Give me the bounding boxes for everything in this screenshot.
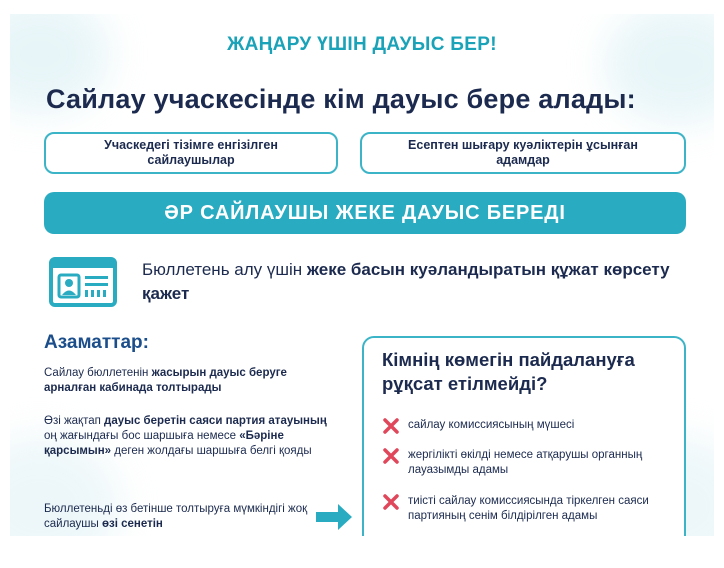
id-card-icon bbox=[48, 254, 118, 310]
voter-type-listed: Учаскедегі тізімге енгізілген сайлаушылар bbox=[44, 132, 338, 174]
personal-vote-banner: ӘР САЙЛАУШЫ ЖЕКЕ ДАУЫС БЕРЕДІ bbox=[44, 192, 686, 234]
voter-type-certificate: Есептен шығару куәліктерін ұсынған адамдар bbox=[360, 132, 686, 174]
poster bbox=[10, 14, 714, 536]
arrow-right-icon bbox=[314, 502, 354, 532]
citizens-title: Азаматтар: bbox=[44, 332, 149, 353]
restricted-helpers-card bbox=[362, 336, 686, 536]
citizens-paragraph: Өзі жақтап дауыс беретін саяси партия атауының оң жағындағы бос шаршыға немесе «Бәріне қарсымын» деген жолдағы шаршыға белгі қояды bbox=[44, 415, 327, 457]
restricted-item: сайлау комиссиясының мүшесі bbox=[382, 418, 672, 435]
cross-icon bbox=[382, 417, 400, 435]
cross-icon bbox=[382, 493, 400, 511]
restricted-item: тиісті сайлау комиссиясында тіркелген саяси партияның сенім білдірілген адамы bbox=[382, 494, 672, 524]
citizens-paragraph: Сайлау бюллетенін жасырын дауыс беруге арналған кабинада толтырады bbox=[44, 367, 287, 394]
cross-icon bbox=[382, 447, 400, 465]
restricted-item: жергілікті өкілді немесе атқарушы органның лауазымды адамы bbox=[382, 448, 672, 478]
id-requirement-text: Бюллетень алу үшін жеке басын куәландыратын құжат көрсету қажет bbox=[142, 260, 670, 303]
kicker-title: ЖАҢАРУ ҮШІН ДАУЫС БЕР! bbox=[227, 34, 497, 55]
page-title: Сайлау учаскесінде кім дауыс бере алады: bbox=[46, 84, 636, 114]
citizens-paragraph: Бюллетеньді өз бетінше толтыруға мүмкіндігі жоқ сайлаушы өзі сенетін bbox=[44, 503, 308, 530]
restricted-title: Кімнің көмегін пайдалануға рұқсат етілмейді? bbox=[382, 349, 635, 394]
